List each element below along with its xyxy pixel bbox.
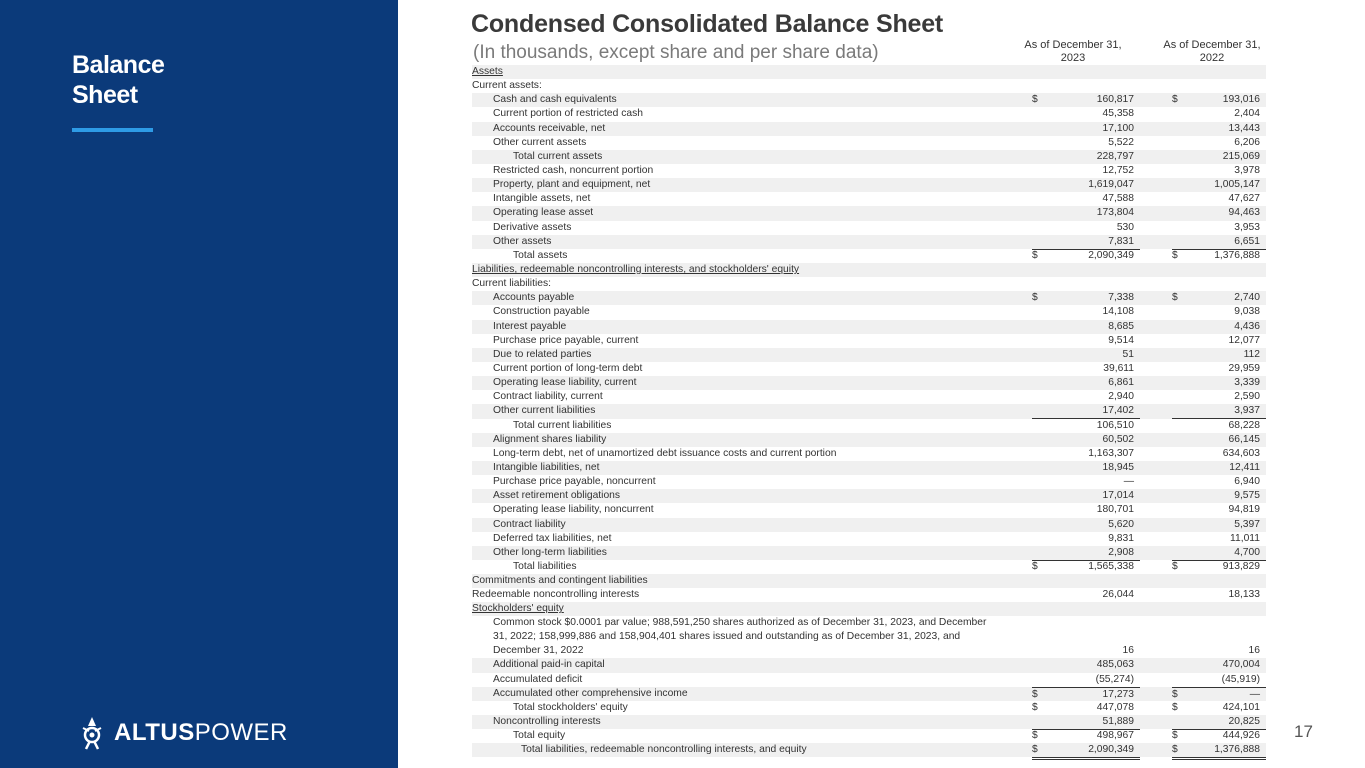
currency-symbol: $ xyxy=(1172,94,1178,106)
table-row xyxy=(472,206,1266,220)
amount: 106,510 xyxy=(1096,419,1134,431)
row-label: Total current assets xyxy=(513,150,603,162)
amount: 530 xyxy=(1116,221,1134,233)
amount: 2,740 xyxy=(1234,292,1260,304)
value-2023 xyxy=(1032,644,1140,658)
value-2022 xyxy=(1172,687,1266,702)
row-label: Due to related parties xyxy=(493,348,592,360)
amount: 45,358 xyxy=(1102,108,1134,120)
amount: 5,522 xyxy=(1108,136,1134,148)
row-label: Total liabilities, redeemable noncontrolling interests, and equity xyxy=(521,744,807,756)
amount: 51,889 xyxy=(1102,716,1134,728)
value-2023 xyxy=(1032,433,1140,447)
amount: 228,797 xyxy=(1096,150,1134,162)
row-label: Common stock $0.0001 par value; 988,591,250 shares authorized as of December 31, 2023, and December 31, 2022; 158,999,886 and 158,904,401 shares issued and outstanding as of December 31, 2023, and December 31, 2022 xyxy=(493,617,987,657)
row-label: Asset retirement obligations xyxy=(493,490,621,502)
table-row xyxy=(472,93,1266,107)
row-label: Alignment shares liability xyxy=(493,433,607,445)
table-row xyxy=(472,221,1266,235)
value-2023 xyxy=(1032,546,1140,561)
table-row xyxy=(472,546,1266,560)
row-label: Construction payable xyxy=(493,306,590,318)
currency-symbol: $ xyxy=(1172,730,1178,742)
amount: 1,565,338 xyxy=(1088,560,1134,572)
value-2023 xyxy=(1032,376,1140,390)
row-label: Other current liabilities xyxy=(493,405,596,417)
value-2022 xyxy=(1172,461,1266,475)
page-title: Condensed Consolidated Balance Sheet xyxy=(471,10,944,38)
value-2023 xyxy=(1032,206,1140,220)
value-2023 xyxy=(1032,658,1140,672)
amount: 1,619,047 xyxy=(1088,179,1134,191)
amount: 1,163,307 xyxy=(1088,447,1134,459)
value-2023 xyxy=(1032,221,1140,235)
table-row xyxy=(472,673,1266,687)
row-label: Cash and cash equivalents xyxy=(493,94,617,106)
value-2023 xyxy=(1032,362,1140,376)
value-2022 xyxy=(1172,644,1266,658)
currency-symbol: $ xyxy=(1032,249,1038,261)
table-row xyxy=(472,701,1266,715)
amount: 68,228 xyxy=(1228,419,1260,431)
table-row xyxy=(472,715,1266,729)
units-subtitle: (In thousands, except share and per share data) xyxy=(473,42,879,63)
value-2022 xyxy=(1172,715,1266,730)
amount: 8,685 xyxy=(1108,320,1134,332)
amount: 634,603 xyxy=(1222,447,1260,459)
table-row xyxy=(472,178,1266,192)
amount: 5,397 xyxy=(1234,518,1260,530)
logo-text-bold: ALTUS xyxy=(114,719,195,746)
row-label: Assets xyxy=(472,66,503,77)
amount: — xyxy=(1123,476,1134,488)
column-header-2022 xyxy=(1142,39,1282,65)
amount: 16 xyxy=(1248,645,1260,657)
currency-symbol: $ xyxy=(1172,701,1178,713)
row-label: Accumulated other comprehensive income xyxy=(493,687,688,699)
value-2023 xyxy=(1032,178,1140,192)
table-row xyxy=(472,305,1266,319)
value-2022 xyxy=(1172,291,1266,305)
row-label: Operating lease asset xyxy=(493,207,594,219)
sidebar xyxy=(0,0,398,768)
amount: 3,937 xyxy=(1234,405,1260,417)
value-2022 xyxy=(1172,475,1266,489)
amount: 7,831 xyxy=(1108,235,1134,247)
value-2022 xyxy=(1172,376,1266,390)
amount: 3,339 xyxy=(1234,377,1260,389)
table-row xyxy=(472,433,1266,447)
amount: 173,804 xyxy=(1096,207,1134,219)
currency-symbol: $ xyxy=(1172,249,1178,261)
row-label: Stockholders' equity xyxy=(472,603,564,615)
amount: — xyxy=(1249,688,1260,700)
row-label: Purchase price payable, noncurrent xyxy=(493,476,656,488)
row-label: Total assets xyxy=(513,249,568,261)
value-2022 xyxy=(1172,588,1266,602)
table-row xyxy=(472,489,1266,503)
row-label: Intangible assets, net xyxy=(493,193,591,205)
value-2022 xyxy=(1172,122,1266,136)
amount: 4,700 xyxy=(1234,546,1260,558)
amount: 18,133 xyxy=(1228,589,1260,601)
row-label: Restricted cash, noncurrent portion xyxy=(493,164,654,176)
amount: 424,101 xyxy=(1222,701,1260,713)
row-label: Property, plant and equipment, net xyxy=(493,179,651,191)
amount: 17,014 xyxy=(1102,490,1134,502)
row-label: Accounts receivable, net xyxy=(493,122,606,134)
amount: 180,701 xyxy=(1096,504,1134,516)
row-label: Intangible liabilities, net xyxy=(493,461,600,473)
table-row xyxy=(472,107,1266,121)
row-label: Other current assets xyxy=(493,136,587,148)
row-label: Commitments and contingent liabilities xyxy=(472,575,648,587)
amount: 17,100 xyxy=(1102,122,1134,134)
amount: 6,940 xyxy=(1234,476,1260,488)
table-row xyxy=(472,461,1266,475)
amount: 66,145 xyxy=(1228,433,1260,445)
section-title xyxy=(72,50,164,110)
value-2023 xyxy=(1032,192,1140,206)
value-2022 xyxy=(1172,164,1266,178)
value-2022 xyxy=(1172,150,1266,164)
table-row xyxy=(472,150,1266,164)
amount: 12,411 xyxy=(1229,461,1260,473)
amount: 444,926 xyxy=(1222,730,1260,742)
amount: 160,817 xyxy=(1096,94,1134,106)
table-row xyxy=(472,362,1266,376)
amount: 2,940 xyxy=(1108,391,1134,403)
amount: 1,376,888 xyxy=(1214,249,1260,261)
value-2023 xyxy=(1032,673,1140,687)
value-2022 xyxy=(1172,518,1266,532)
table-row xyxy=(472,390,1266,404)
table-row xyxy=(472,348,1266,362)
amount: 3,953 xyxy=(1234,221,1260,233)
value-2022 xyxy=(1172,532,1266,546)
row-label: Accounts payable xyxy=(493,292,575,304)
row-label: Long-term debt, net of unamortized debt issuance costs and current portion xyxy=(493,447,837,459)
currency-symbol: $ xyxy=(1172,688,1178,700)
row-label: Total liabilities xyxy=(513,560,577,572)
value-2023 xyxy=(1032,475,1140,489)
currency-symbol: $ xyxy=(1032,701,1038,713)
row-label: Total stockholders' equity xyxy=(513,701,628,713)
value-2022 xyxy=(1172,320,1266,334)
amount: 17,402 xyxy=(1102,405,1134,417)
company-logo xyxy=(80,716,288,750)
currency-symbol: $ xyxy=(1032,94,1038,106)
value-2022 xyxy=(1172,362,1266,376)
amount: 9,514 xyxy=(1108,334,1134,346)
currency-symbol: $ xyxy=(1172,292,1178,304)
value-2022 xyxy=(1172,206,1266,220)
value-2023 xyxy=(1032,348,1140,362)
row-label: Total equity xyxy=(513,730,566,742)
table-row xyxy=(472,574,1266,588)
amount: 470,004 xyxy=(1222,659,1260,671)
amount: 215,069 xyxy=(1222,150,1260,162)
amount: 9,038 xyxy=(1234,306,1260,318)
value-2022 xyxy=(1172,673,1266,687)
amount: 17,273 xyxy=(1102,688,1134,700)
column-header-2022-line2: 2022 xyxy=(1199,52,1225,64)
value-2023 xyxy=(1032,122,1140,136)
currency-symbol: $ xyxy=(1032,730,1038,742)
amount: 6,651 xyxy=(1234,235,1260,247)
value-2023 xyxy=(1032,107,1140,121)
row-label: Interest payable xyxy=(493,320,567,332)
value-2022 xyxy=(1172,221,1266,235)
amount: 11,011 xyxy=(1230,532,1260,544)
amount: (45,919) xyxy=(1221,673,1260,685)
amount: 485,063 xyxy=(1096,659,1134,671)
balance-sheet-table xyxy=(472,65,1266,757)
value-2022 xyxy=(1172,192,1266,206)
value-2023 xyxy=(1032,235,1140,250)
table-row xyxy=(472,79,1266,93)
value-2023 xyxy=(1032,743,1140,760)
table-row xyxy=(472,588,1266,602)
value-2023 xyxy=(1032,164,1140,178)
row-label: Liabilities, redeemable noncontrolling interests, and stockholders' equity xyxy=(472,263,800,275)
amount: 2,404 xyxy=(1234,108,1260,120)
table-row xyxy=(472,532,1266,546)
value-2022 xyxy=(1172,546,1266,561)
table-row xyxy=(472,65,1266,79)
value-2022 xyxy=(1172,390,1266,404)
amount: 9,575 xyxy=(1234,490,1260,502)
value-2022 xyxy=(1172,305,1266,319)
amount: 7,338 xyxy=(1108,292,1134,304)
row-label: Noncontrolling interests xyxy=(493,716,601,728)
value-2022 xyxy=(1172,136,1266,151)
currency-symbol: $ xyxy=(1032,560,1038,572)
value-2023 xyxy=(1032,489,1140,503)
amount: 193,016 xyxy=(1222,94,1260,106)
value-2022 xyxy=(1172,743,1266,760)
amount: 4,436 xyxy=(1234,320,1260,332)
amount: 26,044 xyxy=(1102,589,1134,601)
amount: 6,206 xyxy=(1234,136,1260,148)
table-row xyxy=(472,263,1266,277)
value-2023 xyxy=(1032,461,1140,475)
value-2023 xyxy=(1032,588,1140,602)
row-label: Other assets xyxy=(493,235,552,247)
row-label: Operating lease liability, noncurrent xyxy=(493,504,654,516)
table-row xyxy=(472,419,1266,433)
value-2023 xyxy=(1032,404,1140,419)
column-header-2022-line1: As of December 31, xyxy=(1163,39,1261,51)
row-label: Other long-term liabilities xyxy=(493,546,607,558)
table-row xyxy=(472,376,1266,390)
table-row xyxy=(472,404,1266,418)
table-row xyxy=(472,503,1266,517)
value-2023 xyxy=(1032,503,1140,517)
table-row xyxy=(472,518,1266,532)
amount: 14,108 xyxy=(1102,306,1134,318)
amount: 3,978 xyxy=(1234,164,1260,176)
amount: 2,908 xyxy=(1108,546,1134,558)
table-row xyxy=(472,249,1266,263)
value-2022 xyxy=(1172,348,1266,362)
value-2023 xyxy=(1032,291,1140,305)
table-row xyxy=(472,658,1266,672)
value-2022 xyxy=(1172,93,1266,107)
table-row xyxy=(472,334,1266,348)
amount: 47,588 xyxy=(1102,193,1134,205)
row-label: Deferred tax liabilities, net xyxy=(493,532,612,544)
value-2022 xyxy=(1172,107,1266,121)
amount: 60,502 xyxy=(1102,433,1134,445)
value-2022 xyxy=(1172,404,1266,419)
row-label: Current portion of long-term debt xyxy=(493,362,643,374)
value-2022 xyxy=(1172,658,1266,672)
table-row xyxy=(472,235,1266,249)
amount: 29,959 xyxy=(1228,362,1260,374)
table-row xyxy=(472,616,1266,658)
value-2023 xyxy=(1032,687,1140,702)
logo-text-light: POWER xyxy=(194,719,288,746)
table-row xyxy=(472,602,1266,616)
amount: 9,831 xyxy=(1108,532,1134,544)
currency-symbol: $ xyxy=(1172,744,1178,756)
table-row xyxy=(472,277,1266,291)
currency-symbol: $ xyxy=(1032,688,1038,700)
table-row xyxy=(472,475,1266,489)
amount: 2,090,349 xyxy=(1088,744,1134,756)
column-header-2023-line2: 2023 xyxy=(1060,52,1086,64)
row-label: Current liabilities: xyxy=(472,278,551,290)
amount: 2,090,349 xyxy=(1088,249,1134,261)
column-header-2023-line1: As of December 31, xyxy=(1024,39,1122,51)
amount: 94,463 xyxy=(1228,207,1260,219)
row-label: Current assets: xyxy=(472,80,542,92)
amount: (55,274) xyxy=(1095,673,1134,685)
value-2022 xyxy=(1172,433,1266,447)
value-2023 xyxy=(1032,447,1140,461)
value-2023 xyxy=(1032,136,1140,151)
value-2023 xyxy=(1032,93,1140,107)
amount: 16 xyxy=(1122,645,1134,657)
row-label: Contract liability xyxy=(493,518,566,530)
table-row xyxy=(472,729,1266,743)
section-title-line1: Balance xyxy=(72,51,165,79)
table-row xyxy=(472,447,1266,461)
value-2022 xyxy=(1172,334,1266,348)
value-2023 xyxy=(1032,334,1140,348)
amount: 47,627 xyxy=(1228,193,1260,205)
value-2023 xyxy=(1032,390,1140,404)
page-number: 17 xyxy=(1294,722,1313,741)
value-2023 xyxy=(1032,320,1140,334)
currency-symbol: $ xyxy=(1032,744,1038,756)
value-2022 xyxy=(1172,419,1266,433)
amount: 1,005,147 xyxy=(1214,179,1260,191)
amount: 12,077 xyxy=(1228,334,1260,346)
currency-symbol: $ xyxy=(1172,560,1178,572)
table-row xyxy=(472,291,1266,305)
logo-wordmark xyxy=(114,719,288,747)
row-label: Current portion of restricted cash xyxy=(493,108,643,120)
amount: 39,611 xyxy=(1103,362,1134,374)
row-label: Derivative assets xyxy=(493,221,572,233)
amount: 6,861 xyxy=(1108,377,1134,389)
value-2023 xyxy=(1032,532,1140,546)
table-row xyxy=(472,320,1266,334)
column-header-2023 xyxy=(1003,39,1143,65)
value-2023 xyxy=(1032,150,1140,164)
amount: 5,620 xyxy=(1108,518,1134,530)
value-2023 xyxy=(1032,419,1140,433)
table-row xyxy=(472,687,1266,701)
value-2022 xyxy=(1172,447,1266,461)
amount: 1,376,888 xyxy=(1214,744,1260,756)
table-row xyxy=(472,164,1266,178)
table-row xyxy=(472,122,1266,136)
amount: 447,078 xyxy=(1096,701,1134,713)
value-2023 xyxy=(1032,518,1140,532)
altus-logo-icon xyxy=(80,716,104,750)
row-label: Redeemable noncontrolling interests xyxy=(472,589,640,601)
value-2022 xyxy=(1172,235,1266,250)
amount: 18,945 xyxy=(1102,461,1134,473)
amount: 112 xyxy=(1243,348,1260,360)
table-row xyxy=(472,560,1266,574)
row-label: Additional paid-in capital xyxy=(493,659,605,671)
amount: 498,967 xyxy=(1096,730,1134,742)
row-label: Purchase price payable, current xyxy=(493,334,639,346)
row-label: Total current liabilities xyxy=(513,419,612,431)
value-2023 xyxy=(1032,715,1140,730)
row-label: Contract liability, current xyxy=(493,391,603,403)
currency-symbol: $ xyxy=(1032,292,1038,304)
amount: 20,825 xyxy=(1228,716,1260,728)
table-row xyxy=(472,743,1266,757)
amount: 913,829 xyxy=(1222,560,1260,572)
section-title-line2: Sheet xyxy=(72,81,138,109)
value-2022 xyxy=(1172,489,1266,503)
amount: 2,590 xyxy=(1234,391,1260,403)
value-2022 xyxy=(1172,503,1266,517)
value-2022 xyxy=(1172,178,1266,192)
row-label: Operating lease liability, current xyxy=(493,377,637,389)
row-label: Accumulated deficit xyxy=(493,673,583,685)
table-row xyxy=(472,136,1266,150)
amount: 13,443 xyxy=(1228,122,1260,134)
value-2023 xyxy=(1032,305,1140,319)
amount: 94,819 xyxy=(1228,504,1260,516)
table-row xyxy=(472,192,1266,206)
amount: 51 xyxy=(1122,348,1134,360)
amount: 12,752 xyxy=(1102,164,1134,176)
title-underline xyxy=(72,128,153,132)
